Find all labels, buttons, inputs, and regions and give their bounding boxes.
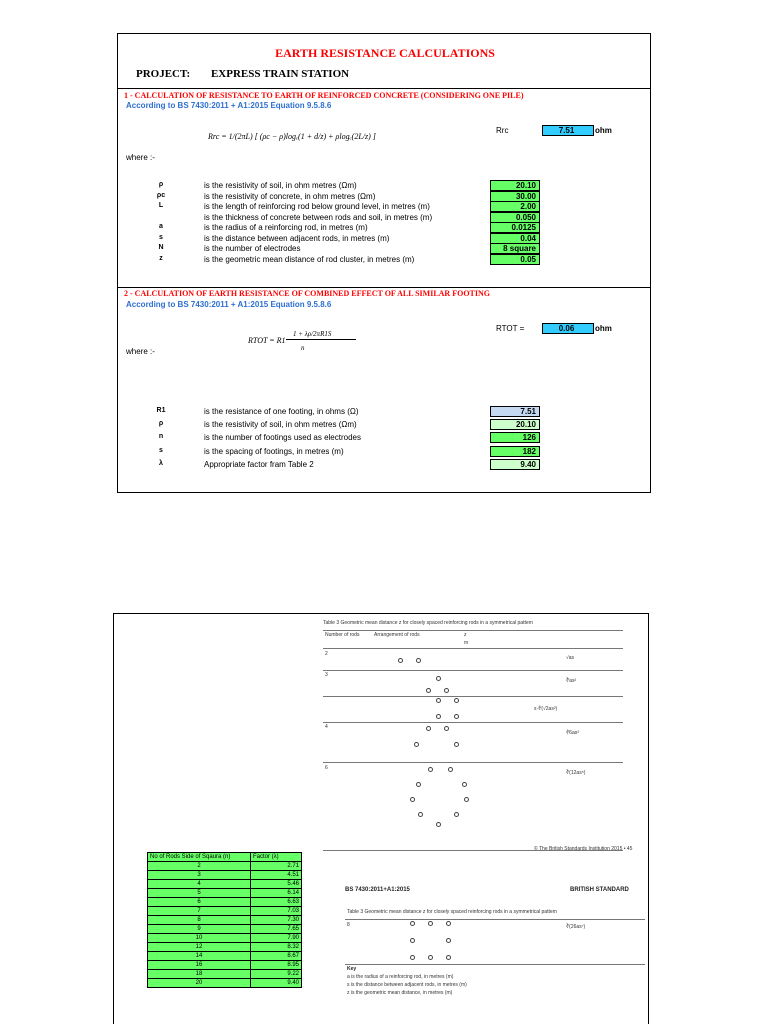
factor-cell: 2.71	[251, 862, 302, 871]
factor-cell: 9.40	[251, 979, 302, 988]
table-row	[148, 907, 302, 916]
param-symbol: a	[159, 223, 163, 230]
section2-heading: 2 - CALCULATION OF EARTH RESISTANCE OF COMBINED EFFECT OF ALL SIMILAR FOOTING	[124, 289, 490, 298]
param-value[interactable]: 8 square	[490, 243, 540, 254]
param-description: is the geometric mean distance of rod cluster, in metres (m)	[204, 254, 415, 264]
section1-formula: Rrc = 1/(2πL) [ (ρc − ρ)logₑ(1 + d/z) + ρlogₑ(2L/z) ]	[208, 132, 376, 141]
param-description: is the thickness of concrete between rods and soil, in metres (m)	[204, 212, 433, 222]
standard-row-z: ∛(12as⁵)	[566, 770, 586, 776]
section1-where: where :-	[126, 153, 155, 162]
rods-cell: 5	[148, 889, 251, 898]
standard-key: Key	[347, 966, 357, 972]
standard-row-label: 4	[325, 724, 328, 730]
standard-col-z-unit: m	[464, 640, 469, 646]
section1-result-unit: ohm	[595, 126, 612, 135]
rods-factor-table	[147, 852, 302, 988]
standard-table-title-2: Table 3 Geometric mean distance z for closely spaced reinforcing rods in a symmetrical pattern	[347, 909, 558, 915]
param-value[interactable]: 20.10	[490, 419, 540, 430]
param-value[interactable]: 126	[490, 432, 540, 443]
param-symbol: ρ	[158, 420, 164, 428]
table-row	[148, 880, 302, 889]
calculation-sheet	[117, 33, 651, 493]
rods-cell: 14	[148, 952, 251, 961]
section1-result-value: 7.51	[542, 125, 594, 136]
section2-where: where :-	[126, 347, 155, 356]
factor-cell: 8.67	[251, 952, 302, 961]
param-symbol: s	[159, 446, 163, 454]
param-symbol: s	[159, 233, 163, 241]
param-description: is the resistance of one footing, in ohms (Ω)	[204, 407, 359, 416]
standard-row-label: 6	[325, 765, 328, 771]
param-value[interactable]: 0.0125	[490, 222, 540, 233]
project-name: EXPRESS TRAIN STATION	[210, 68, 350, 80]
param-value[interactable]: 0.04	[490, 233, 540, 244]
factor-cell: 6.14	[251, 889, 302, 898]
table-row	[148, 970, 302, 979]
standard-copyright: © The British Standards Institution 2015 • 45	[534, 846, 633, 852]
section2-result-label: RTOT =	[496, 324, 525, 333]
factor-cell: 7.65	[251, 925, 302, 934]
param-symbol: ρ	[158, 181, 164, 188]
section1-heading: 1 - CALCULATION OF RESISTANCE TO EARTH OF REINFORCED CONCRETE (CONSIDERING ONE PILE)	[124, 91, 524, 100]
divider	[118, 88, 650, 89]
rods-cell: 18	[148, 970, 251, 979]
standard-row-label: 8	[347, 922, 350, 928]
param-value[interactable]: 7.51	[490, 406, 540, 417]
factor-cell: 4.51	[251, 871, 302, 880]
standard-brand: BRITISH STANDARD	[570, 887, 629, 893]
table-row	[148, 889, 302, 898]
rods-cell: 2	[148, 862, 251, 871]
param-description: is the resistivity of soil, in ohm metres (Ωm)	[204, 420, 357, 430]
rods-cell: 4	[148, 880, 251, 889]
section2-formula-top: 1 + λρ/2πR1S	[293, 330, 332, 338]
rods-cell: 6	[148, 898, 251, 907]
section2-reference: According to BS 7430:2011 + A1:2015 Equation 9.5.8.6	[126, 300, 332, 309]
param-symbol: N	[158, 244, 164, 251]
rods-cell: 3	[148, 871, 251, 880]
factor-cell: 5.46	[251, 880, 302, 889]
param-symbol: z	[159, 254, 163, 262]
section2-result-unit: ohm	[595, 324, 612, 333]
param-symbol: ρc	[156, 191, 166, 199]
param-symbol: R1	[156, 407, 166, 414]
table-row	[148, 916, 302, 925]
table-row	[148, 961, 302, 970]
table-row	[148, 925, 302, 934]
section1-reference: According to BS 7430:2011 + A1:2015 Equation 9.5.8.6	[126, 101, 332, 110]
table-row	[148, 943, 302, 952]
section2-formula-denominator: n	[301, 344, 305, 352]
factor-cell: 9.22	[251, 970, 302, 979]
table-row	[148, 934, 302, 943]
param-description: is the length of reinforcing rod below ground level, in metres (m)	[204, 202, 430, 211]
table-row	[148, 862, 302, 871]
factor-cell: 7.30	[251, 916, 302, 925]
param-description: is the resistivity of concrete, in ohm metres (Ωm)	[204, 191, 376, 201]
divider	[118, 287, 650, 288]
standard-row-z: ∛(26as⁷)	[566, 924, 586, 930]
standard-key-z: z is the geometric mean distance, in metres (m)	[347, 990, 453, 996]
standard-key-s: s is the distance between adjacent rods, in metres (m)	[347, 982, 467, 988]
param-description: is the resistivity of soil, in ohm metres (Ωm)	[204, 181, 357, 190]
standard-key-a: a is the radius of a reinforcing rod, in metres (m)	[347, 974, 454, 980]
standard-row-label: 3	[325, 672, 328, 678]
standard-row-z: s·∜(√2as²)	[534, 706, 558, 712]
table-row	[148, 871, 302, 880]
standard-row-z: ∛as²	[566, 678, 577, 684]
section2-result-value: 0.06	[542, 323, 594, 334]
param-value[interactable]: 182	[490, 446, 540, 457]
param-value[interactable]: 0.05	[490, 254, 540, 265]
param-description: is the spacing of footings, in metres (m)	[204, 446, 344, 456]
table-header-row	[148, 853, 302, 862]
rods-cell: 10	[148, 934, 251, 943]
factor-cell: 7.90	[251, 934, 302, 943]
table-row	[148, 898, 302, 907]
rods-cell: 20	[148, 979, 251, 988]
standard-name: BS 7430:2011+A1:2015	[345, 887, 410, 893]
table-header-rods: No of Rods Side of Sqaura (n)	[148, 853, 251, 862]
project-line	[136, 68, 349, 80]
standard-col-arrangement: Arrangement of rods	[374, 632, 420, 638]
standard-row-z: ∜6as³	[566, 730, 579, 736]
table-row	[148, 952, 302, 961]
factor-cell: 6.63	[251, 898, 302, 907]
factor-cell: 7.03	[251, 907, 302, 916]
param-description: is the number of electrodes	[204, 244, 301, 253]
standard-col-rods: Number of rods	[325, 632, 360, 638]
param-value[interactable]: 20.10	[490, 180, 540, 191]
param-value[interactable]: 0.050	[490, 212, 540, 223]
param-symbol: λ	[159, 459, 163, 467]
factor-cell: 8.32	[251, 943, 302, 952]
factor-cell: 8.95	[251, 961, 302, 970]
standard-row-z: √as	[566, 655, 575, 661]
rods-cell: 12	[148, 943, 251, 952]
table-row	[148, 979, 302, 988]
page-title: EARTH RESISTANCE CALCULATIONS	[275, 46, 495, 60]
param-description: is the number of footings used as electrodes	[204, 433, 361, 443]
rods-cell: 8	[148, 916, 251, 925]
table-header-factor: Factor (λ)	[251, 853, 302, 862]
param-description: Appropriate factor fram Table 2	[204, 459, 314, 469]
standard-col-z: z	[464, 632, 467, 638]
param-value[interactable]: 9.40	[490, 459, 540, 470]
rods-cell: 7	[148, 907, 251, 916]
rods-cell: 9	[148, 925, 251, 934]
param-description: is the distance between adjacent rods, in metres (m)	[204, 233, 390, 243]
rods-cell: 16	[148, 961, 251, 970]
standard-table-title: Table 3 Geometric mean distance z for closely spaced reinforcing rods in a symmetrical pattern	[323, 620, 534, 626]
param-description: is the radius of a reinforcing rod, in metres (m)	[204, 223, 368, 232]
param-symbol: n	[158, 433, 164, 441]
project-label: PROJECT:	[136, 68, 191, 80]
param-value[interactable]: 2.00	[490, 201, 540, 212]
standard-row-label: 2	[325, 651, 328, 657]
param-symbol: L	[158, 202, 164, 209]
fraction-bar	[286, 339, 356, 340]
param-value[interactable]: 30.00	[490, 191, 540, 202]
section1-result-label: Rrc	[496, 126, 509, 135]
section2-formula-lhs: RTOT = R1	[248, 336, 286, 345]
